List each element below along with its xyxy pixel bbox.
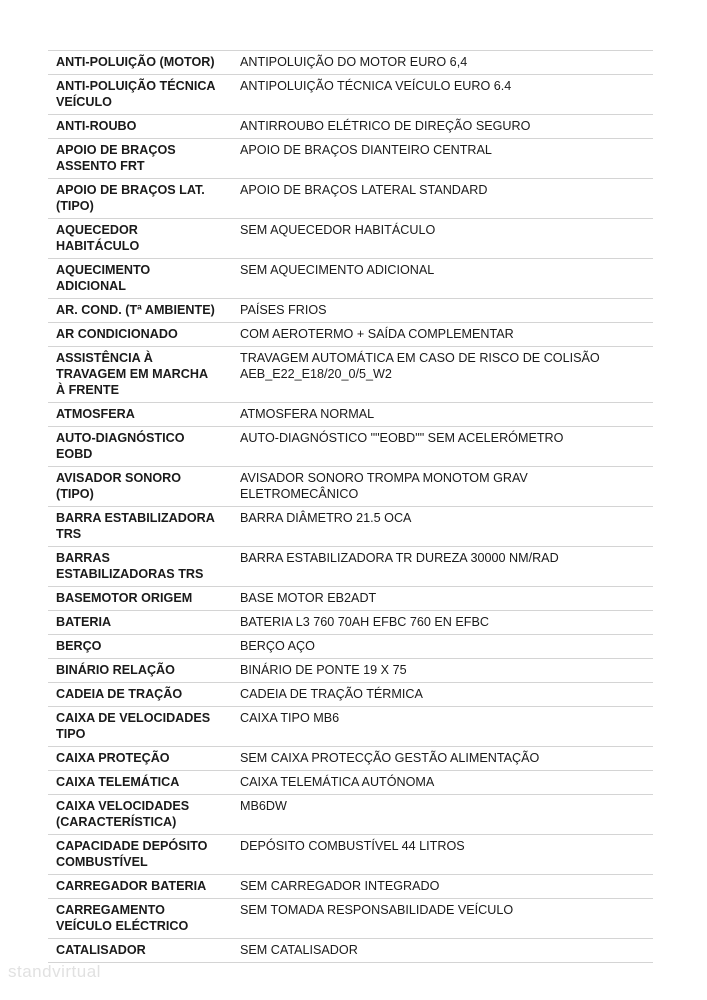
spec-label: BINÁRIO RELAÇÃO: [48, 659, 226, 683]
spec-value: ANTIPOLUIÇÃO TÉCNICA VEÍCULO EURO 6.4: [226, 75, 653, 115]
spec-row: [48, 259, 653, 299]
spec-label: CAIXA PROTEÇÃO: [48, 747, 226, 771]
spec-row: [48, 747, 653, 771]
spec-label: CARREGADOR BATERIA: [48, 875, 226, 899]
spec-row: [48, 587, 653, 611]
spec-value: ATMOSFERA NORMAL: [226, 403, 653, 427]
spec-row: [48, 179, 653, 219]
spec-value: AVISADOR SONORO TROMPA MONOTOM GRAV ELETROMECÂNICO: [226, 467, 653, 507]
spec-value: AUTO-DIAGNÓSTICO ""EOBD"" SEM ACELERÓMETRO: [226, 427, 653, 467]
spec-row: [48, 115, 653, 139]
spec-value: MB6DW: [226, 795, 653, 835]
spec-value: SEM CAIXA PROTECÇÃO GESTÃO ALIMENTAÇÃO: [226, 747, 653, 771]
spec-value: SEM CARREGADOR INTEGRADO: [226, 875, 653, 899]
spec-value: BASE MOTOR EB2ADT: [226, 587, 653, 611]
spec-row: [48, 547, 653, 587]
spec-label: CADEIA DE TRAÇÃO: [48, 683, 226, 707]
spec-value: SEM AQUECIMENTO ADICIONAL: [226, 259, 653, 299]
spec-value: CADEIA DE TRAÇÃO TÉRMICA: [226, 683, 653, 707]
spec-row: [48, 899, 653, 939]
spec-label: ASSISTÊNCIA À TRAVAGEM EM MARCHA À FRENTE: [48, 347, 226, 403]
spec-row: [48, 875, 653, 899]
specifications-table: [48, 50, 653, 963]
spec-value: CAIXA TELEMÁTICA AUTÓNOMA: [226, 771, 653, 795]
spec-label: AQUECIMENTO ADICIONAL: [48, 259, 226, 299]
spec-label: ATMOSFERA: [48, 403, 226, 427]
spec-row: [48, 635, 653, 659]
spec-label: BASEMOTOR ORIGEM: [48, 587, 226, 611]
spec-label: AUTO-DIAGNÓSTICO EOBD: [48, 427, 226, 467]
spec-value: APOIO DE BRAÇOS LATERAL STANDARD: [226, 179, 653, 219]
spec-row: [48, 75, 653, 115]
spec-value: COM AEROTERMO + SAÍDA COMPLEMENTAR: [226, 323, 653, 347]
spec-row: [48, 795, 653, 835]
spec-label: BARRA ESTABILIZADORA TRS: [48, 507, 226, 547]
spec-row: [48, 219, 653, 259]
spec-row: [48, 611, 653, 635]
spec-label: ANTI-ROUBO: [48, 115, 226, 139]
spec-label: BARRAS ESTABILIZADORAS TRS: [48, 547, 226, 587]
spec-value: BINÁRIO DE PONTE 19 X 75: [226, 659, 653, 683]
spec-label: CARREGAMENTO VEÍCULO ELÉCTRICO: [48, 899, 226, 939]
spec-row: [48, 771, 653, 795]
spec-row: [48, 51, 653, 75]
spec-value: SEM CATALISADOR: [226, 939, 653, 963]
watermark-logo: standvirtual: [8, 962, 101, 981]
spec-value: APOIO DE BRAÇOS DIANTEIRO CENTRAL: [226, 139, 653, 179]
spec-label: CAIXA TELEMÁTICA: [48, 771, 226, 795]
spec-value: DEPÓSITO COMBUSTÍVEL 44 LITROS: [226, 835, 653, 875]
spec-value: BERÇO AÇO: [226, 635, 653, 659]
spec-label: AR CONDICIONADO: [48, 323, 226, 347]
spec-row: [48, 139, 653, 179]
spec-value: SEM AQUECEDOR HABITÁCULO: [226, 219, 653, 259]
spec-label: BERÇO: [48, 635, 226, 659]
spec-row: [48, 347, 653, 403]
spec-label: BATERIA: [48, 611, 226, 635]
spec-value: BATERIA L3 760 70AH EFBC 760 EN EFBC: [226, 611, 653, 635]
spec-value: TRAVAGEM AUTOMÁTICA EM CASO DE RISCO DE COLISÃO AEB_E22_E18/20_0/5_W2: [226, 347, 653, 403]
spec-value: SEM TOMADA RESPONSABILIDADE VEÍCULO: [226, 899, 653, 939]
spec-row: [48, 707, 653, 747]
spec-label: AVISADOR SONORO (TIPO): [48, 467, 226, 507]
spec-value: CAIXA TIPO MB6: [226, 707, 653, 747]
spec-label: ANTI-POLUIÇÃO (MOTOR): [48, 51, 226, 75]
spec-row: [48, 323, 653, 347]
spec-label: CAPACIDADE DEPÓSITO COMBUSTÍVEL: [48, 835, 226, 875]
spec-label: CAIXA DE VELOCIDADES TIPO: [48, 707, 226, 747]
spec-row: [48, 939, 653, 963]
spec-label: APOIO DE BRAÇOS LAT. (TIPO): [48, 179, 226, 219]
spec-value: PAÍSES FRIOS: [226, 299, 653, 323]
spec-row: [48, 683, 653, 707]
spec-row: [48, 467, 653, 507]
spec-label: APOIO DE BRAÇOS ASSENTO FRT: [48, 139, 226, 179]
spec-label: CATALISADOR: [48, 939, 226, 963]
spec-row: [48, 659, 653, 683]
spec-row: [48, 299, 653, 323]
spec-row: [48, 507, 653, 547]
specifications-body: [48, 51, 653, 963]
spec-value: BARRA ESTABILIZADORA TR DUREZA 30000 NM/RAD: [226, 547, 653, 587]
spec-label: AQUECEDOR HABITÁCULO: [48, 219, 226, 259]
spec-label: CAIXA VELOCIDADES (CARACTERÍSTICA): [48, 795, 226, 835]
spec-value: ANTIRROUBO ELÉTRICO DE DIREÇÃO SEGURO: [226, 115, 653, 139]
spec-row: [48, 403, 653, 427]
spec-row: [48, 835, 653, 875]
spec-label: ANTI-POLUIÇÃO TÉCNICA VEÍCULO: [48, 75, 226, 115]
spec-value: BARRA DIÂMETRO 21.5 OCA: [226, 507, 653, 547]
spec-label: AR. COND. (Tª AMBIENTE): [48, 299, 226, 323]
spec-value: ANTIPOLUIÇÃO DO MOTOR EURO 6,4: [226, 51, 653, 75]
spec-row: [48, 427, 653, 467]
